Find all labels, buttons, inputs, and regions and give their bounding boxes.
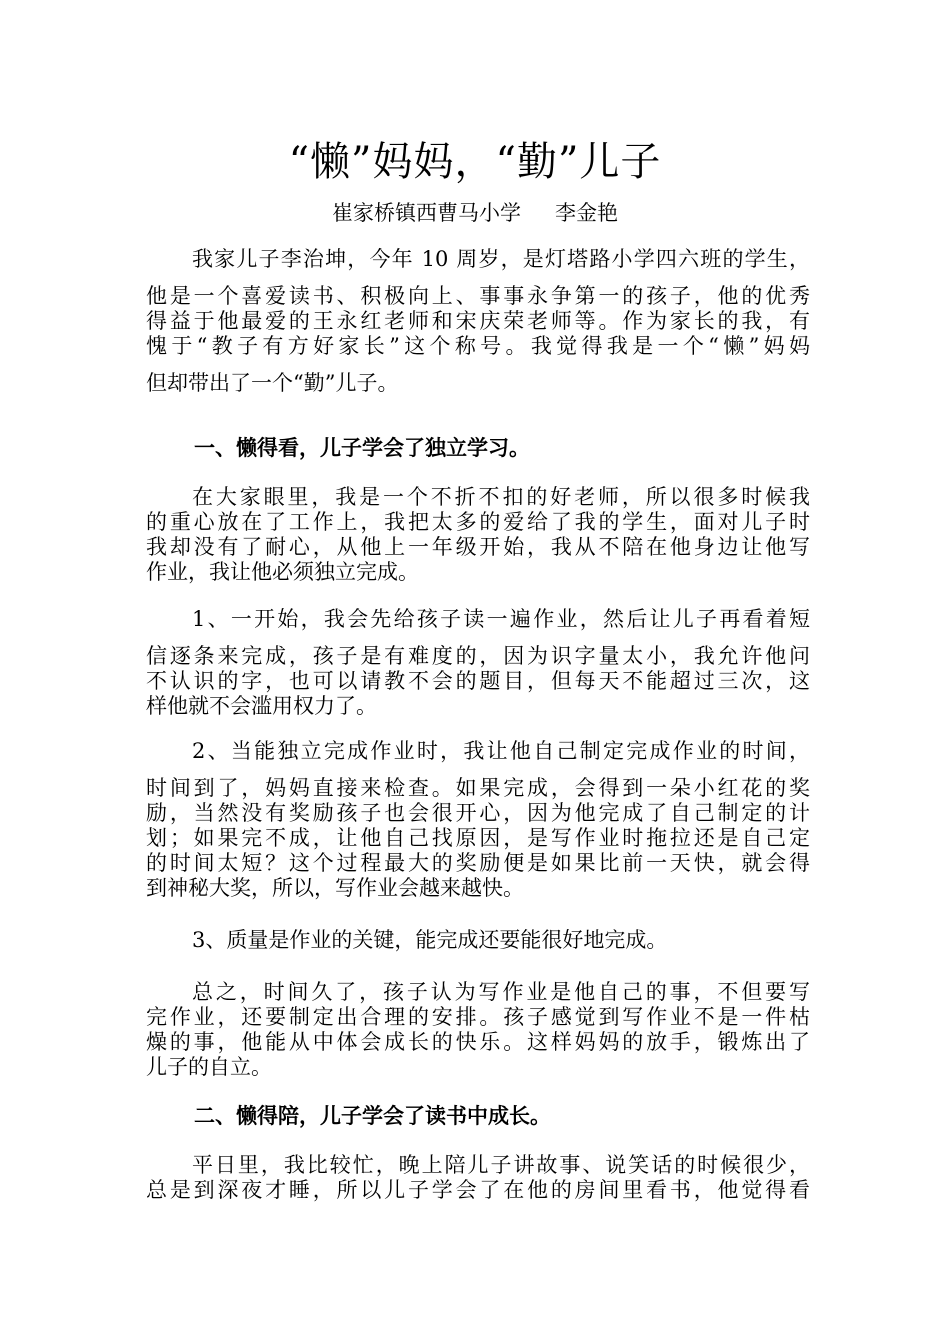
- paragraph-line: 平日里，我比较忙，晚上陪儿子讲故事、说笑话的时候很少，: [192, 1153, 810, 1177]
- paragraph-line: 在大家眼里，我是一个不折不扣的好老师，所以很多时候我: [192, 485, 810, 509]
- paragraph-line: 样他就不会滥用权力了。: [146, 694, 377, 718]
- section2-paragraph: [146, 1153, 810, 1203]
- summary-paragraph: [146, 980, 810, 1080]
- paragraph-line: 的重心放在了工作上，我把太多的爱给了我的学生，面对儿子时: [146, 510, 810, 534]
- paragraph-line: 时间到了，妈妈直接来检查。如果完成，会得到一朵小红花的奖: [146, 776, 810, 800]
- paragraph-line: 2、当能独立完成作业时，我让他自己制定完成作业的时间，: [192, 739, 810, 763]
- paragraph-line: 不认识的字，也可以请教不会的题目，但每天不能超过三次，这: [146, 669, 810, 693]
- paragraph-line: 励，当然没有奖励孩子也会很开心，因为他完成了自己制定的计: [146, 801, 810, 825]
- paragraph-line: 我却没有了耐心，从他上一年级开始，我从不陪在他身边让他写: [146, 535, 810, 559]
- paragraph-line: 他是一个喜爱读书、积极向上、事事永争第一的孩子，他的优秀: [146, 284, 810, 308]
- paragraph-line: 我家儿子李治坤，今年 10 周岁，是灯塔路小学四六班的学生，: [192, 247, 810, 271]
- paragraph-line: 划；如果完不成，让他自己找原因，是写作业时拖拉还是自己定: [146, 826, 810, 850]
- paragraph-line: 1、一开始，我会先给孩子读一遍作业，然后让儿子再看着短: [192, 607, 810, 631]
- paragraph-line: 总是到深夜才睡，所以儿子学会了在他的房间里看书，他觉得看: [146, 1178, 810, 1202]
- section-heading-1: 一、懒得看，儿子学会了独立学习。: [194, 436, 530, 460]
- author-line: [0, 198, 950, 228]
- paragraph-line: 作业，我让他必须独立完成。: [146, 560, 419, 584]
- point-2-paragraph: [146, 739, 810, 901]
- paragraph-line: 儿子的自立。: [146, 1055, 272, 1079]
- paragraph-line: 的时间太短？这个过程最大的奖励便是如果比前一天快，就会得: [146, 851, 810, 875]
- point-1-paragraph: [146, 607, 810, 719]
- paragraph-line: 燥的事，他能从中体会成长的快乐。这样妈妈的放手，锻炼出了: [146, 1030, 810, 1054]
- paragraph-line: 总之，时间久了，孩子认为写作业是他自己的事，不但要写: [192, 980, 810, 1004]
- author-school: 崔家桥镇西曹马小学: [332, 201, 521, 225]
- document-title: “懒”妈妈，“勤”儿子: [288, 139, 662, 185]
- paragraph-line: 到神秘大奖，所以，写作业会越来越快。: [146, 876, 524, 900]
- section1-paragraph: [146, 485, 810, 585]
- paragraph-line: 3、质量是作业的关键，能完成还要能很好地完成。: [192, 928, 668, 952]
- author-name: 李金艳: [555, 201, 618, 225]
- paragraph-line: 但却带出了一个“勤”儿子。: [146, 371, 399, 395]
- paragraph-line: 得益于他最爱的王永红老师和宋庆荣老师等。作为家长的我，有: [146, 309, 810, 333]
- paragraph-line: 信逐条来完成，孩子是有难度的，因为识字量太小，我允许他问: [146, 644, 810, 668]
- paragraph-line: 完作业，还要制定出合理的安排。孩子感觉到写作业不是一件枯: [146, 1005, 810, 1029]
- intro-paragraph: [146, 247, 810, 396]
- section-heading-2: 二、懒得陪，儿子学会了读书中成长。: [194, 1104, 551, 1128]
- paragraph-line: 愧于“教子有方好家长”这个称号。我觉得我是一个“懒”妈妈: [146, 334, 810, 358]
- point-3-paragraph: [146, 928, 810, 953]
